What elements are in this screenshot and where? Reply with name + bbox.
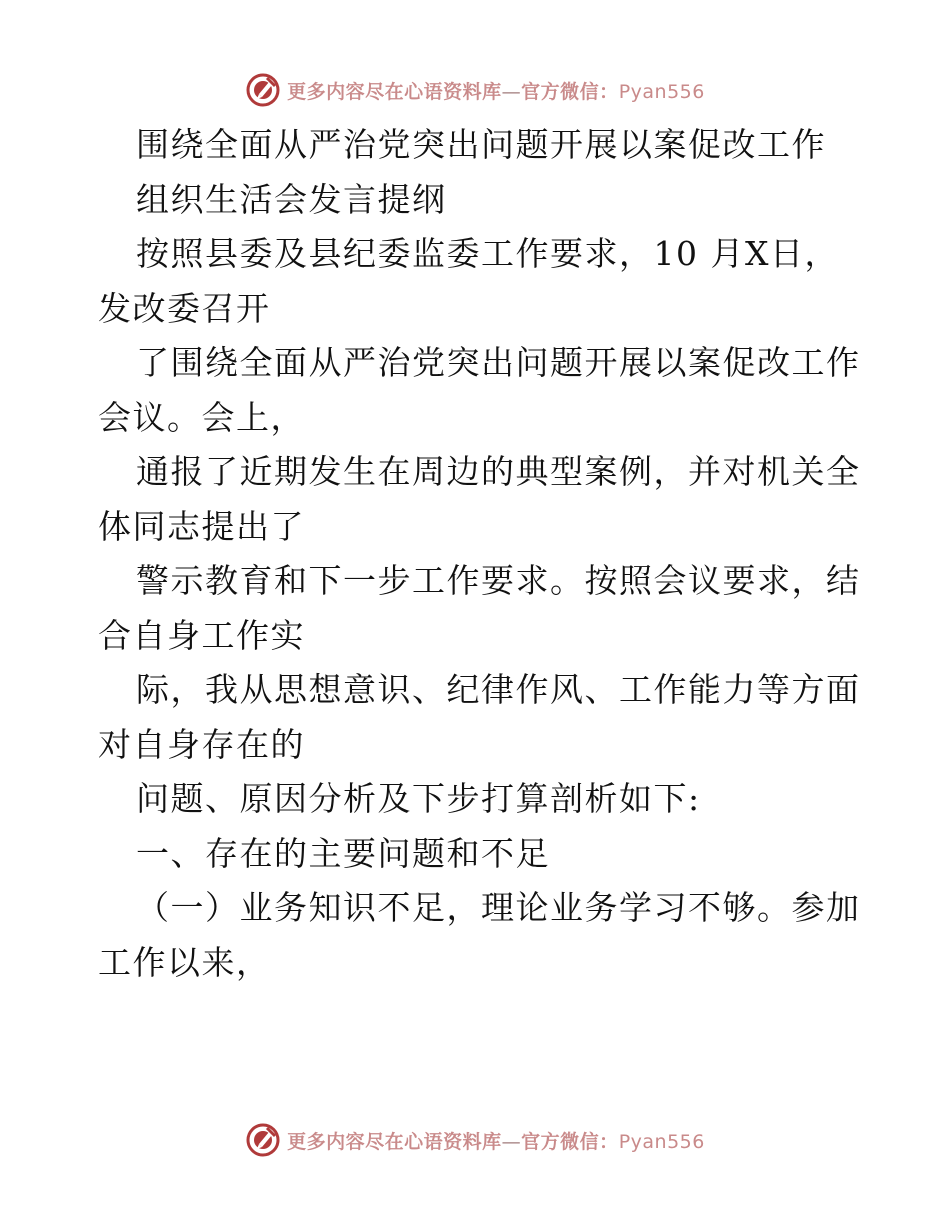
- paragraph-line: 按照县委及县纪委监委工作要求，10 月X日，: [136, 234, 839, 273]
- paragraph-line: 合自身工作实: [98, 615, 305, 655]
- section-heading: 一、存在的主要问题和不足: [136, 833, 550, 873]
- watermark-wechat-id: Pyan556: [618, 1130, 705, 1153]
- paragraph-line: 警示教育和下一步工作要求。按照会议要求，结: [136, 561, 861, 600]
- title-line-1: 围绕全面从严治党突出问题开展以案促改工作: [136, 125, 826, 164]
- watermark-text: [287, 77, 705, 104]
- paragraph-line: 对自身存在的: [98, 724, 305, 764]
- watermark-banner-top: [0, 70, 950, 110]
- document-body: [98, 118, 861, 990]
- pen-nib-logo-icon: [245, 72, 281, 108]
- paragraph-line: 体同志提出了: [98, 506, 305, 546]
- watermark-main-text: 更多内容尽在心语资料库: [287, 80, 502, 103]
- paragraph-line: 际，我从思想意识、纪律作风、工作能力等方面: [136, 670, 861, 709]
- watermark-wechat-id: Pyan556: [618, 80, 705, 103]
- subsection-heading: （一）业务知识不足，理论业务学习不够。参加: [136, 888, 861, 927]
- paragraph-line: 工作以来，: [98, 942, 271, 982]
- watermark-wechat-label: 官方微信：: [521, 80, 619, 103]
- title-line-2: 组织生活会发言提纲: [136, 179, 447, 219]
- watermark-text: [287, 1127, 705, 1154]
- paragraph-line: 问题、原因分析及下步打算剖析如下:: [136, 779, 701, 818]
- paragraph-line: 通报了近期发生在周边的典型案例，并对机关全: [136, 452, 861, 491]
- paragraph-line: 会议。会上，: [98, 397, 305, 437]
- watermark-main-text: 更多内容尽在心语资料库: [287, 1130, 502, 1153]
- paragraph-line: 了围绕全面从严治党突出问题开展以案促改工作: [136, 343, 861, 382]
- pen-nib-logo-icon: [245, 1122, 281, 1158]
- paragraph-line: 发改委召开: [98, 288, 271, 328]
- watermark-dash: —: [501, 1130, 522, 1153]
- watermark-wechat-label: 官方微信：: [521, 1130, 619, 1153]
- watermark-banner-bottom: [0, 1120, 950, 1160]
- watermark-dash: —: [501, 80, 522, 103]
